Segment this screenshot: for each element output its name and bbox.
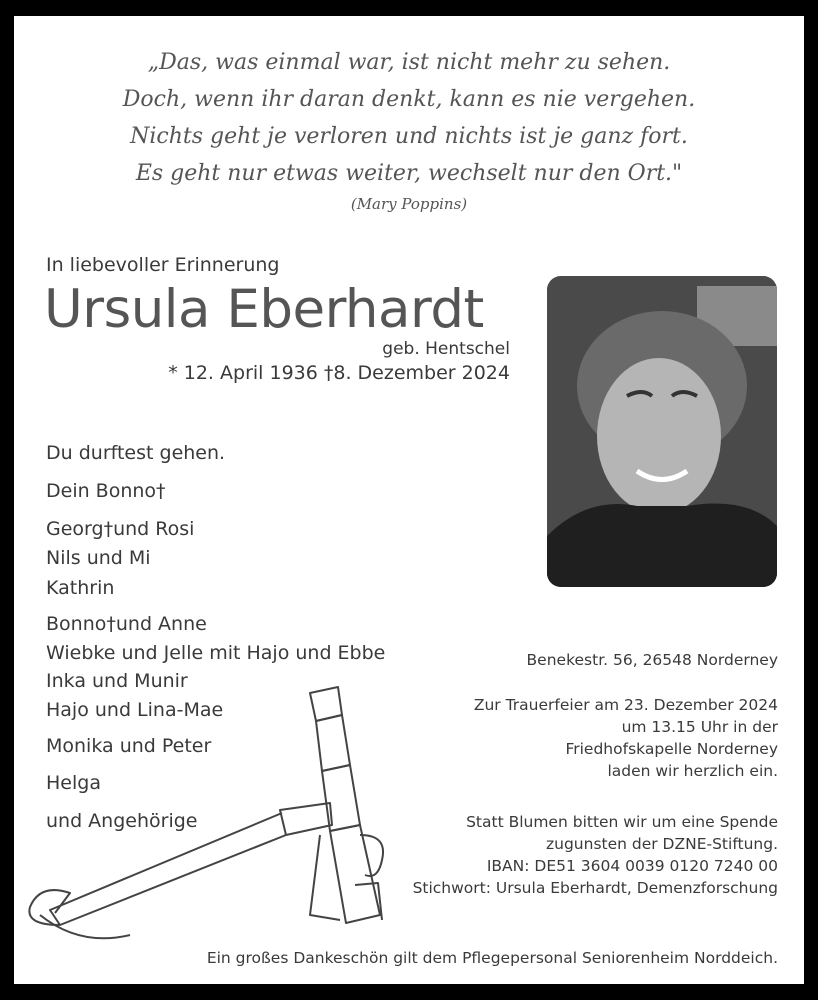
donation-line: IBAN: DE51 3604 0039 0120 7240 00 [486,857,778,875]
family-line: Dein Bonno† [46,480,166,502]
family-line: Kathrin [46,577,115,599]
family-line: und Angehörige [46,810,198,832]
quote-line: Doch, wenn ihr daran denkt, kann es nie vergehen. [122,87,696,112]
donation-line: Statt Blumen bitten wir um eine Spende [466,813,778,831]
donation-line: zugunsten der DZNE-Stiftung. [546,835,778,853]
donation-line: Stichwort: Ursula Eberhardt, Demenzforschung [412,879,778,897]
family-line: Du durftest gehen. [46,442,226,464]
funeral-line: um 13.15 Uhr in der [621,718,778,736]
family-line: Nils und Mi [46,547,151,569]
portrait-photo [547,276,777,587]
family-line: Georg†und Rosi [46,518,195,540]
thanks-footer: Ein großes Dankeschön gilt dem Pflegepersonal Seniorenheim Norddeich. [206,949,778,967]
deceased-name: Ursula Eberhardt [44,279,484,340]
quote-line: Es geht nur etwas weiter, wechselt nur den Ort." [135,161,683,186]
funeral-line: laden wir herzlich ein. [607,762,778,780]
intro-text: In liebevoller Erinnerung [46,254,280,276]
address: Benekestr. 56, 26548 Norderney [526,651,778,669]
family-line: Helga [46,772,101,794]
portrait-illustration [547,276,777,587]
quote [0,44,818,216]
family-line: Monika und Peter [46,735,212,757]
quote-line: Nichts geht je verloren und nichts ist je ganz fort. [130,124,688,149]
family-line: Bonno†und Anne [46,613,207,635]
quote-author: (Mary Poppins) [350,195,468,213]
quote-line: „Das, was einmal war, ist nicht mehr zu sehen. [147,50,671,75]
family-line: Hajo und Lina-Mae [46,699,224,721]
family-line: Inka und Munir [46,670,188,692]
funeral-line: Zur Trauerfeier am 23. Dezember 2024 [473,696,778,714]
funeral-line: Friedhofskapelle Norderney [565,740,778,758]
family-line: Wiebke und Jelle mit Hajo und Ebbe [46,642,386,664]
funeral-info [474,694,778,782]
donation-info [413,811,778,899]
anchor-illustration [20,685,390,955]
birth-name: geb. Hentschel [382,339,510,359]
life-dates: * 12. April 1936 †8. Dezember 2024 [168,362,510,384]
